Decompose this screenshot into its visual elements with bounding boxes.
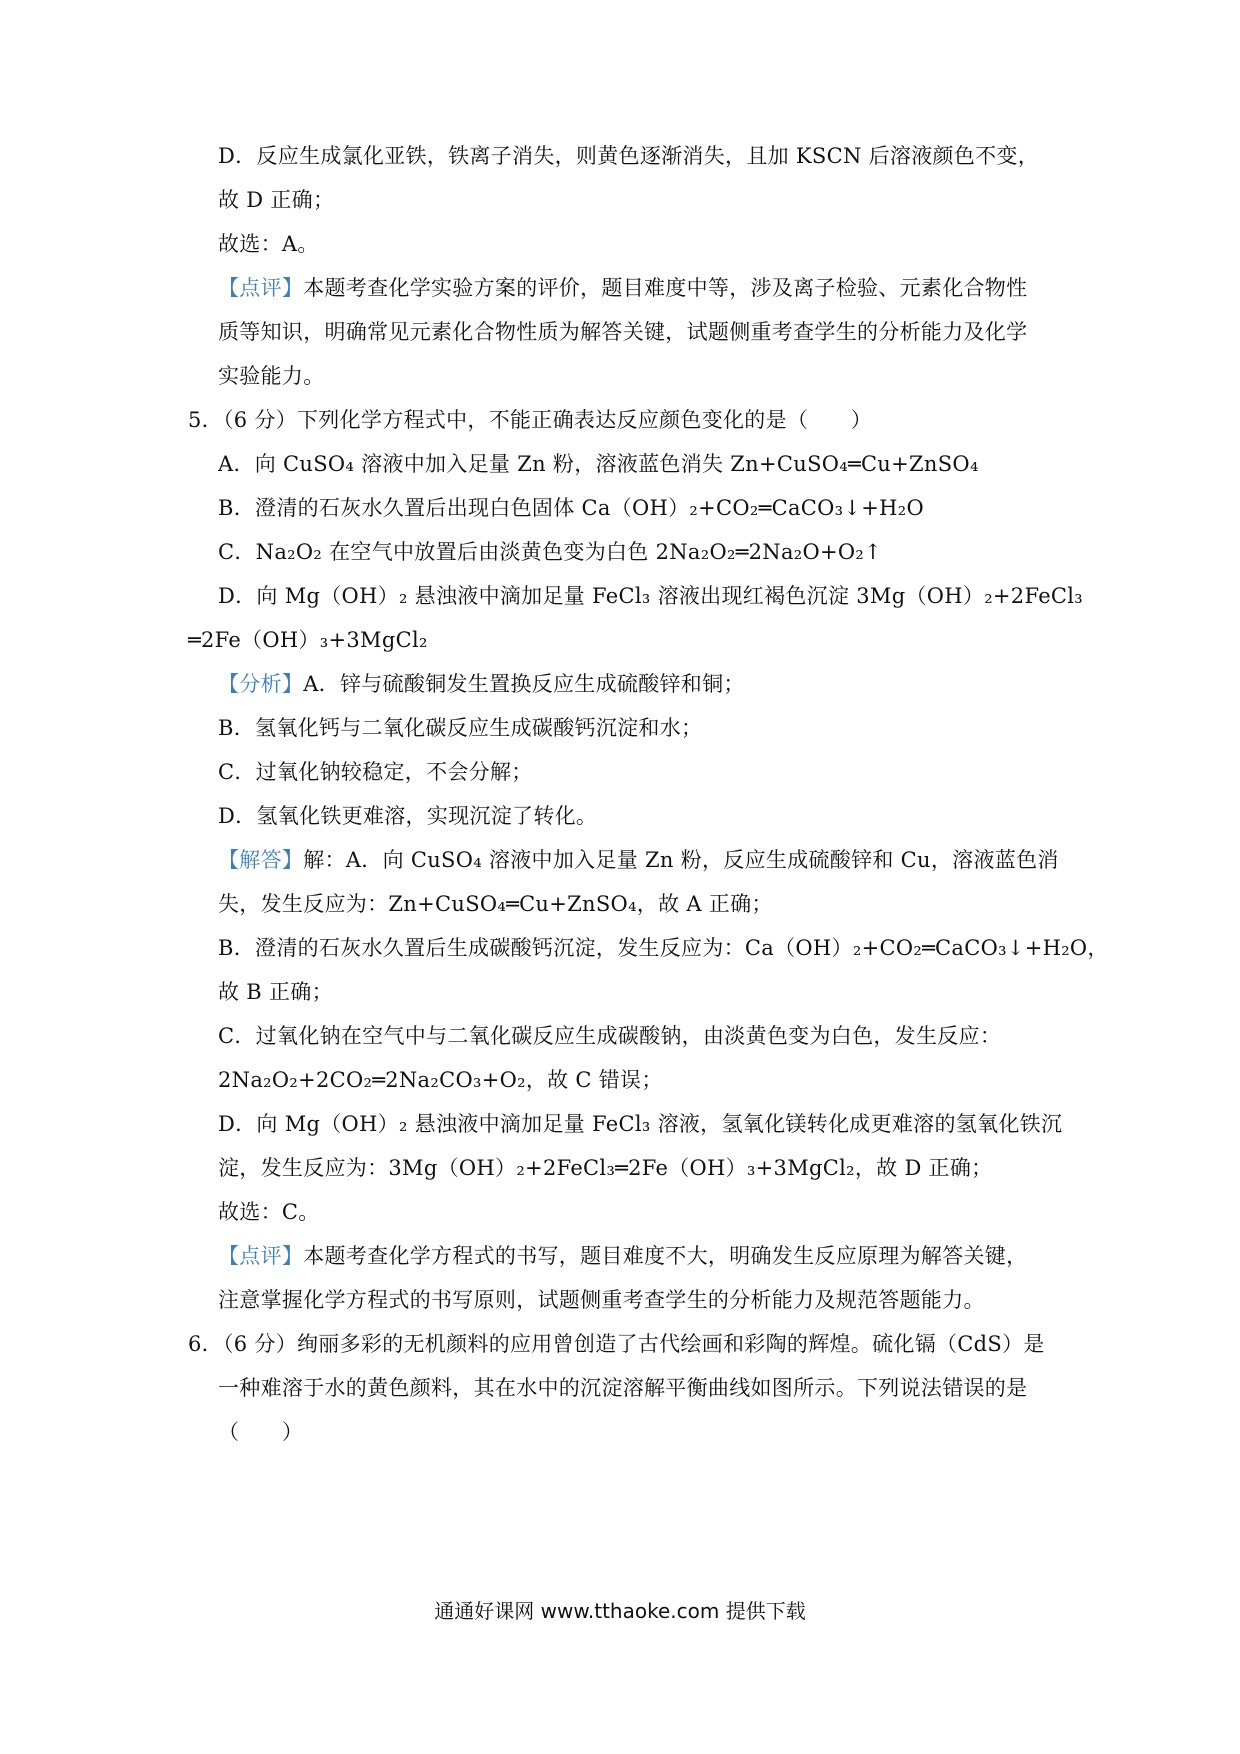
q5-option-a: A．向 CuSO₄ 溶液中加入足量 Zn 粉，溶液蓝色消失 Zn+CuSO₄═Cu+ZnSO₄: [218, 452, 979, 476]
q5-answer-a-line1: [218, 846, 1059, 874]
comment-text: 本题考查化学方程式的书写，题目难度不大，明确发生反应原理为解答关键，: [303, 1244, 1028, 1268]
q5-answer-d-line1: D．向 Mg（OH）₂ 悬浊液中滴加足量 FeCl₃ 溶液，氢氧化镁转化成更难溶的氢氧化铁沉: [218, 1112, 1063, 1136]
q6-stem-line3: （ ）: [218, 1420, 304, 1444]
q5-answer-c-line1: C．过氧化钠在空气中与二氧化碳反应生成碳酸钠，由淡黄色变为白色，发生反应：: [218, 1024, 1002, 1048]
q5-analysis-line-d: D．氢氧化铁更难溶，实现沉淀了转化。: [218, 804, 598, 828]
q5-analysis-line-c: C．过氧化钠较稳定，不会分解；: [218, 760, 533, 784]
q4-option-d-line2: 故 D 正确；: [218, 188, 335, 212]
comment-tag: 【点评】: [218, 1244, 304, 1268]
q5-analysis-line-a: [218, 670, 745, 698]
q5-answer-b-line1: B．澄清的石灰水久置后生成碳酸钙沉淀，发生反应为：Ca（OH）₂+CO₂═CaCO₃↓+H₂O，: [218, 936, 1109, 960]
q5-option-d-line1: D．向 Mg（OH）₂ 悬浊液中滴加足量 FeCl₃ 溶液出现红褐色沉淀 3Mg（OH）₂+2FeCl₃: [218, 584, 1084, 608]
q5-answer-d-line2: 淀，发生反应为：3Mg（OH）₂+2FeCl₃═2Fe（OH）₃+3MgCl₂，故 D 正确；: [218, 1156, 993, 1180]
q5-answer-c-line2: 2Na₂O₂+2CO₂═2Na₂CO₃+O₂，故 C 错误；: [218, 1068, 663, 1092]
q4-comment-line2: 质等知识，明确常见元素化合物性质为解答关键，试题侧重考查学生的分析能力及化学: [218, 320, 1028, 344]
q5-option-d-line2: ═2Fe（OH）₃+3MgCl₂: [188, 628, 428, 652]
q4-comment-line1: [218, 274, 1027, 302]
q5-comment-line2: 注意掌握化学方程式的书写原则，试题侧重考查学生的分析能力及规范答题能力。: [218, 1288, 985, 1312]
q4-option-d-line1: D．反应生成氯化亚铁，铁离子消失，则黄色逐渐消失，且加 KSCN 后溶液颜色不变，: [218, 144, 1040, 168]
answer-tag: 【解答】: [218, 848, 304, 872]
q6-stem-line1: 6．（6 分）绚丽多彩的无机颜料的应用曾创造了古代绘画和彩陶的辉煌。硫化镉（CdS）是: [188, 1332, 1045, 1356]
answer-text: 解：A．向 CuSO₄ 溶液中加入足量 Zn 粉，反应生成硫酸锌和 Cu，溶液蓝色消: [303, 848, 1059, 872]
q5-answer-a-line2: 失，发生反应为：Zn+CuSO₄═Cu+ZnSO₄，故 A 正确；: [218, 892, 773, 916]
analysis-tag: 【分析】: [218, 672, 304, 696]
q4-comment-line3: 实验能力。: [218, 364, 325, 388]
q5-option-c: C．Na₂O₂ 在空气中放置后由淡黄色变为白色 2Na₂O₂═2Na₂O+O₂↑: [218, 540, 883, 564]
comment-text: 本题考查化学实验方案的评价，题目难度中等，涉及离子检验、元素化合物性: [303, 276, 1028, 300]
q4-choose: 故选：A。: [218, 232, 319, 256]
page-footer: 通通好课网 www.tthaoke.com 提供下载: [434, 1599, 806, 1623]
q5-comment-line1: [218, 1242, 1027, 1270]
q5-stem: 5．（6 分）下列化学方程式中，不能正确表达反应颜色变化的是（ ）: [188, 408, 873, 432]
q6-stem-line2: 一种难溶于水的黄色颜料，其在水中的沉淀溶解平衡曲线如图所示。下列说法错误的是: [218, 1376, 1028, 1400]
q5-option-b: B．澄清的石灰水久置后出现白色固体 Ca（OH）₂+CO₂═CaCO₃↓+H₂O: [218, 496, 925, 520]
comment-tag: 【点评】: [218, 276, 304, 300]
analysis-text: A．锌与硫酸铜发生置换反应生成硫酸锌和铜；: [303, 672, 745, 696]
q5-choose: 故选：C。: [218, 1200, 320, 1224]
q5-analysis-line-b: B．氢氧化钙与二氧化碳反应生成碳酸钙沉淀和水；: [218, 716, 703, 740]
q5-answer-b-line2: 故 B 正确；: [218, 980, 333, 1004]
